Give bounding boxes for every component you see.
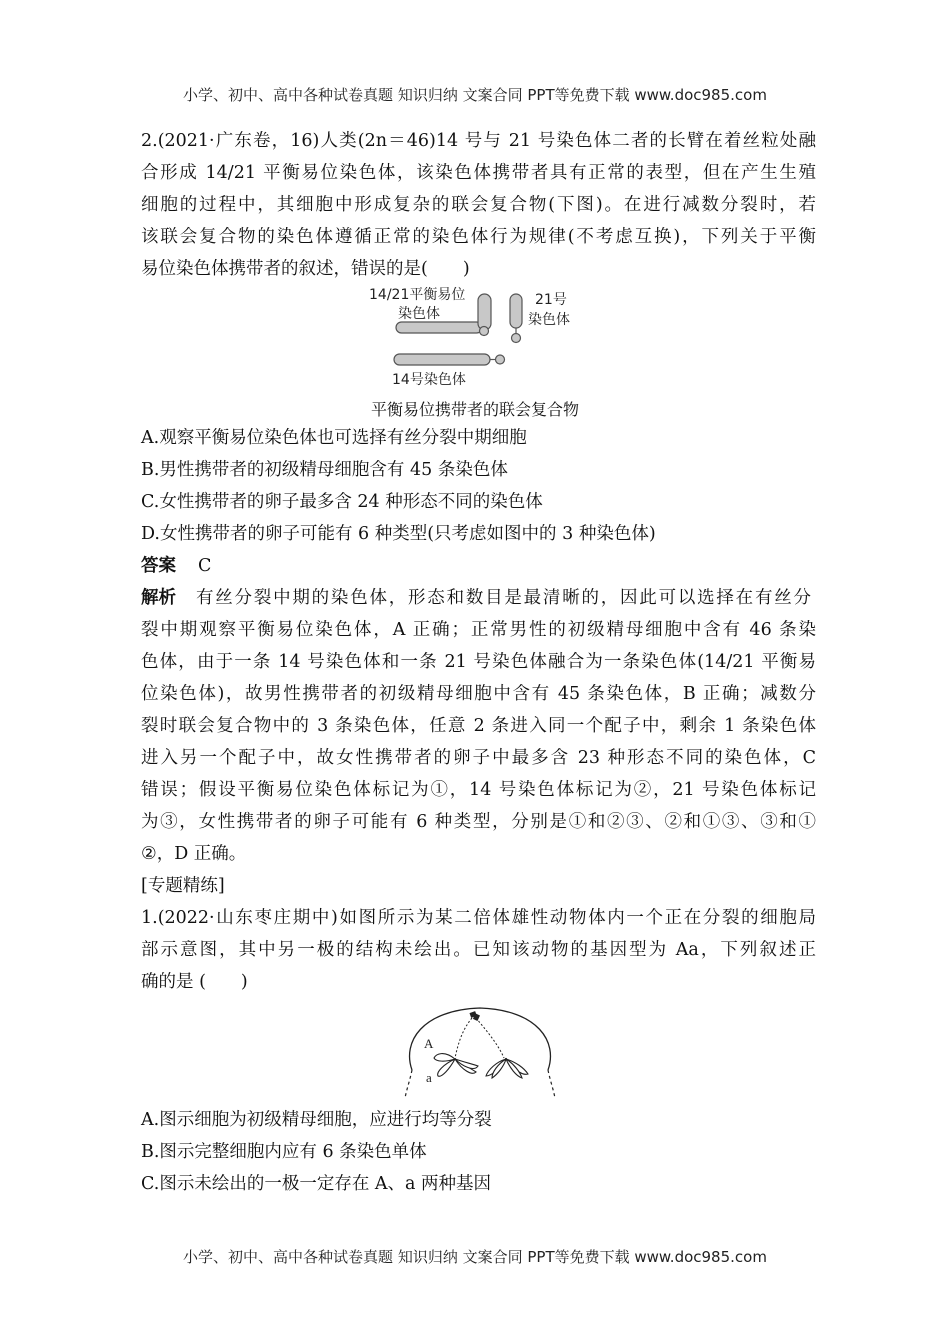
analysis-line-4: 位染色体)，故男性携带者的初级精母细胞中含有 45 条染色体，B 正确；减数分 xyxy=(141,684,816,704)
q1-line-1: 1.(2022·山东枣庄期中)如图所示为某二倍体雄性动物体内一个正在分裂的细胞局 xyxy=(141,908,816,928)
q1-line-2: 部示意图，其中另一极的结构未绘出。已知该动物的基因型为 Aa，下列叙述正 xyxy=(141,940,816,960)
chromosome-left xyxy=(434,1054,478,1077)
analysis-line-1: 有丝分裂中期的染色体，形态和数目是最清晰的，因此可以选择在有丝分 xyxy=(196,588,811,608)
analysis-line-2: 裂中期观察平衡易位染色体，A 正确；正常男性的初级精母细胞中含有 46 条染 xyxy=(141,620,816,640)
q1-option-a: A.图示细胞为初级精母细胞，应进行均等分裂 xyxy=(141,1110,492,1130)
analysis-line-5: 裂时联会复合物中的 3 条染色体，任意 2 条进入同一个配子中，剩余 1 条染色体 xyxy=(141,716,816,736)
analysis-row-1 xyxy=(141,588,816,608)
translocation-centromere xyxy=(480,327,489,336)
answer-value: C xyxy=(198,556,212,576)
translocation-vertical-arm xyxy=(478,294,491,330)
translocation-label-line2: 染色体 xyxy=(398,306,440,322)
q2-line-1: 2.(2021·广东卷，16)人类(2n＝46)14 号与 21 号染色体二者的长臂在着丝粒处融 xyxy=(141,131,816,151)
q2-line-3: 细胞的过程中，其细胞中形成复杂的联会复合物(下图)。在进行减数分裂时，若 xyxy=(141,195,816,215)
spindle-fiber-left xyxy=(455,1018,472,1058)
q2-option-c: C.女性携带者的卵子最多含 24 种形态不同的染色体 xyxy=(141,492,543,512)
chr14-arm xyxy=(394,354,490,365)
cell-membrane-dashed-left xyxy=(405,1070,412,1098)
q2-line-5: 易位染色体携带者的叙述，错误的是( ) xyxy=(141,259,470,279)
q1-option-c: C.图示未绘出的一极一定存在 A、a 两种基因 xyxy=(141,1174,492,1194)
chr21-arm xyxy=(510,294,522,328)
section-title: [专题精练] xyxy=(141,876,225,896)
chr14-label: 14号染色体 xyxy=(392,372,466,388)
q1-line-3: 确的是 ( ) xyxy=(141,972,248,992)
analysis-label: 解析 xyxy=(141,588,176,608)
chr21-label-line2: 染色体 xyxy=(528,312,570,328)
cell-membrane-dashed-right xyxy=(548,1070,555,1098)
chr21-label-line1: 21号 xyxy=(535,292,567,308)
q2-option-a: A.观察平衡易位染色体也可选择有丝分裂中期细胞 xyxy=(141,428,527,448)
translocation-label-line1: 14/21平衡易位 xyxy=(369,287,466,303)
q2-option-d: D.女性携带者的卵子可能有 6 种类型(只考虑如图中的 3 种染色体) xyxy=(141,524,656,544)
spindle-fiber-right xyxy=(476,1018,504,1058)
chr21-satellite xyxy=(512,334,521,343)
page-footer: 小学、初中、高中各种试卷真题 知识归纳 文案合同 PPT等免费下载 www.doc985.com xyxy=(183,1248,767,1266)
analysis-line-7: 错误；假设平衡易位染色体标记为①，14 号染色体标记为②，21 号染色体标记 xyxy=(141,780,816,800)
translocation-horizontal-arm xyxy=(396,322,482,333)
q1-option-b: B.图示完整细胞内应有 6 条染色单体 xyxy=(141,1142,427,1162)
q2-option-b: B.男性携带者的初级精母细胞含有 45 条染色体 xyxy=(141,460,508,480)
q2-line-2: 合形成 14/21 平衡易位染色体，该染色体携带者具有正常的表型，但在产生生殖 xyxy=(141,163,816,183)
page-header: 小学、初中、高中各种试卷真题 知识归纳 文案合同 PPT等免费下载 www.doc985.com xyxy=(183,86,767,104)
synaptic-complex-figure xyxy=(360,284,600,390)
gene-label-A: A xyxy=(424,1036,434,1051)
figure-caption: 平衡易位携带者的联会复合物 xyxy=(370,400,579,419)
dividing-cell-figure xyxy=(400,1002,560,1102)
analysis-line-3: 色体，由于一条 14 号染色体和一条 21 号染色体融合为一条染色体(14/21 平衡易 xyxy=(141,652,816,672)
chr14-satellite xyxy=(496,355,505,364)
answer-label: 答案 xyxy=(141,556,176,576)
analysis-line-8: 为③，女性携带者的卵子可能有 6 种类型，分别是①和②③、②和①③、③和① xyxy=(141,812,816,832)
q2-line-4: 该联会复合物的染色体遵循正常的染色体行为规律(不考虑互换)，下列关于平衡 xyxy=(141,227,816,247)
analysis-line-6: 进入另一个配子中，故女性携带者的卵子中最多含 23 种形态不同的染色体，C xyxy=(141,748,816,768)
analysis-line-9: ②，D 正确。 xyxy=(141,844,247,864)
answer-row xyxy=(141,556,816,576)
chromosome-right xyxy=(486,1059,528,1078)
gene-label-a: a xyxy=(426,1070,432,1085)
